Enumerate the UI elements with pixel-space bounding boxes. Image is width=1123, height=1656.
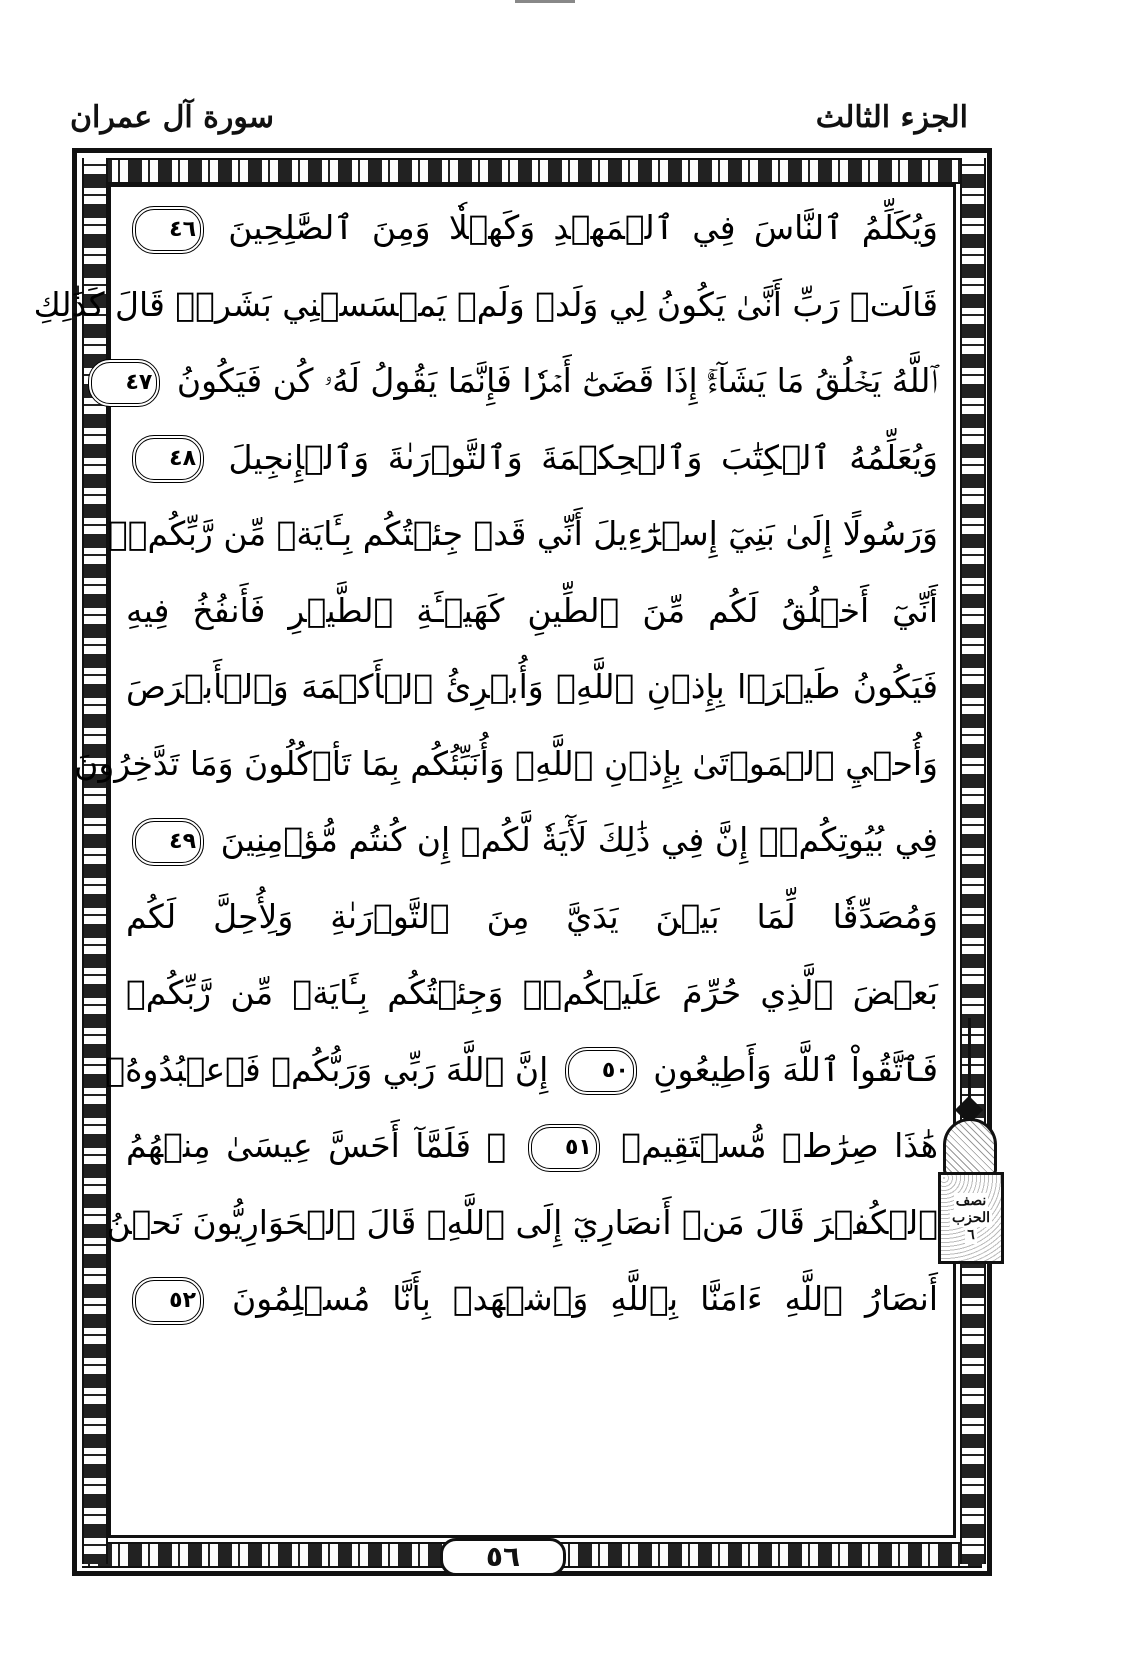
line-text: بَعۡضَ ٱلَّذِي حُرِّمَ عَلَيۡكُمۡۚ وَجِئۡتُكُم بِـَٔايَةٖ مِّن رَّبِّكُمۡ xyxy=(126,973,938,1012)
scan-edge-mark xyxy=(515,0,575,3)
hizb-label-number: ٦ xyxy=(967,1226,975,1243)
line-text: ٱلۡكُفۡرَ قَالَ مَنۡ أَنصَارِيٓ إِلَى ٱللَّهِۖ قَالَ ٱلۡحَوَارِيُّونَ نَحۡنُ xyxy=(106,1202,938,1242)
text-line xyxy=(126,1261,938,1338)
text-line xyxy=(126,1108,938,1185)
ayah-number-marker: ٥٠ xyxy=(565,1047,637,1095)
text-line xyxy=(126,343,938,420)
juz-title: الجزء الثالث xyxy=(815,100,968,135)
line-text: ٱللَّهُ يَخۡلُقُ مَا يَشَآءُۚ إِذَا قَضَىٰٓ أَمۡرٗا فَإِنَّمَا يَقُولُ لَهُۥ كُن فَيَكُونُ xyxy=(176,361,938,400)
ayah-number-marker: ٤٩ xyxy=(132,818,204,866)
line-text: وَرَسُولًا إِلَىٰ بَنِيٓ إِسۡرَٰٓءِيلَ أَنِّي قَدۡ جِئۡتُكُم بِـَٔايَةٖ مِّن رَّبِّكُمۡۖ xyxy=(107,514,938,553)
ayah-number-marker: ٤٧ xyxy=(88,359,160,407)
line-text: قَالَتۡ رَبِّ أَنَّىٰ يَكُونُ لِي وَلَدٞ وَلَمۡ يَمۡسَسۡنِي بَشَرٞۖ قَالَ كَذَٰلِكِ xyxy=(33,284,938,324)
ayah-number-marker: ٤٨ xyxy=(132,435,204,483)
line-text: وَمُصَدِّقٗا لِّمَا بَيۡنَ يَدَيَّ مِنَ ٱلتَّوۡرَىٰةِ وَلِأُحِلَّ لَكُم xyxy=(126,896,938,936)
surah-title: سورة آل عمران xyxy=(70,100,275,135)
line-text: وَأُحۡيِ ٱلۡمَوۡتَىٰ بِإِذۡنِ ٱللَّهِۖ وَأُنَبِّئُكُم بِمَا تَأۡكُلُونَ وَمَا تَدَّخِرُونَ xyxy=(74,743,938,783)
hizb-marker xyxy=(938,1172,1004,1264)
text-line xyxy=(126,190,938,267)
line-text: أَنِّيٓ أَخۡلُقُ لَكُم مِّنَ ٱلطِّينِ كَهَيۡـَٔةِ ٱلطَّيۡرِ فَأَنفُخُ فِيهِ xyxy=(126,590,938,630)
quran-text-block xyxy=(33,190,938,1530)
text-line xyxy=(126,420,938,497)
text-line xyxy=(126,955,938,1032)
ayah-number-marker: ٥١ xyxy=(528,1124,600,1172)
hizb-label-hizb: الحزب xyxy=(951,1209,991,1226)
frame-ornament-right xyxy=(960,158,986,1564)
line-text: فَيَكُونُ طَيۡرَۢا بِإِذۡنِ ٱللَّهِۖ وَأُبۡرِئُ ٱلۡأَكۡمَهَ وَٱلۡأَبۡرَصَ xyxy=(126,667,938,706)
text-line xyxy=(106,1185,938,1262)
frame-ornament-top xyxy=(82,158,982,184)
text-line xyxy=(74,726,938,803)
line-text-continued: ۞ فَلَمَّآ أَحَسَّ عِيسَىٰ مِنۡهُمُ xyxy=(126,1126,507,1165)
text-line xyxy=(126,573,938,650)
line-text-continued: إِنَّ ٱللَّهَ رَبِّي وَرَبُّكُمۡ فَٱعۡبُدُوهُۚ xyxy=(105,1049,549,1089)
text-line xyxy=(126,879,938,956)
text-line xyxy=(107,496,938,573)
text-line xyxy=(105,1032,938,1109)
line-text: فَٱتَّقُواْ ٱللَّهَ وَأَطِيعُونِ xyxy=(653,1049,938,1089)
ayah-number-marker: ٤٦ xyxy=(132,206,204,254)
page-number: ٥٦ xyxy=(440,1538,566,1576)
line-text: وَيُعَلِّمُهُ ٱلۡكِتَٰبَ وَٱلۡحِكۡمَةَ وَٱلتَّوۡرَىٰةَ وَٱلۡإِنجِيلَ xyxy=(228,437,938,477)
text-line xyxy=(126,649,938,726)
ayah-number-marker: ٥٢ xyxy=(132,1277,204,1325)
hizb-marker-dome xyxy=(943,1118,997,1176)
line-text: هَٰذَا صِرَٰطٞ مُّسۡتَقِيمٞ xyxy=(621,1126,938,1165)
hizb-label-half: نصف xyxy=(955,1192,987,1209)
line-text: وَيُكَلِّمُ ٱلنَّاسَ فِي ٱلۡمَهۡدِ وَكَهۡلٗا وَمِنَ ٱلصَّٰلِحِينَ xyxy=(228,208,938,247)
text-line xyxy=(126,802,938,879)
line-text: فِي بُيُوتِكُمۡۚ إِنَّ فِي ذَٰلِكَ لَأٓيَةٗ لَّكُمۡ إِن كُنتُم مُّؤۡمِنِينَ xyxy=(220,820,938,859)
text-line xyxy=(33,267,938,344)
line-text: أَنصَارُ ٱللَّهِ ءَامَنَّا بِٱللَّهِ وَٱشۡهَدۡ بِأَنَّا مُسۡلِمُونَ xyxy=(232,1279,938,1318)
